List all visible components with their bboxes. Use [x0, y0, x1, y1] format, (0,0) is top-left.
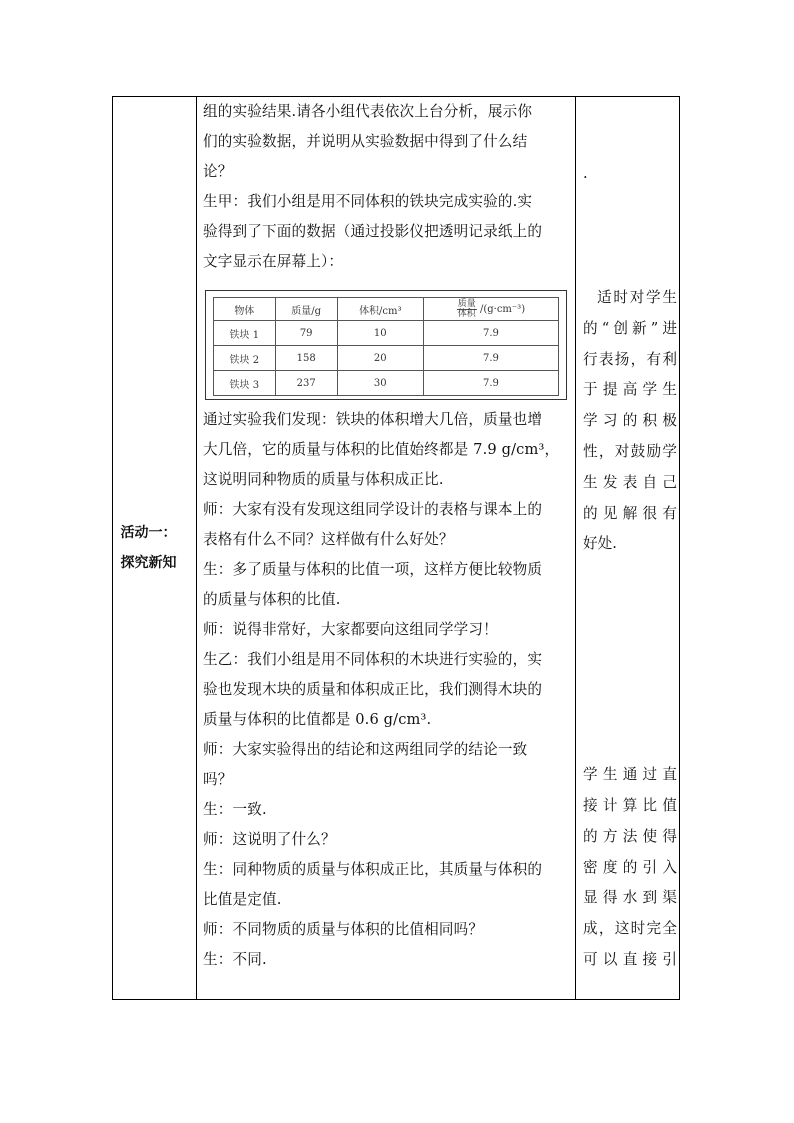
table-cell: 10 — [337, 321, 423, 346]
note-line: 学习的积极 — [583, 412, 677, 430]
table-cell: 铁块 2 — [214, 346, 276, 371]
text-line: 师：不同物质的质量与体积的比值相同吗？ — [203, 921, 484, 938]
note-line: 的见解很有 — [583, 504, 677, 522]
design-intent-cell — [583, 97, 677, 976]
note-line: 于提高学生 — [583, 381, 677, 399]
table-cell: 30 — [337, 371, 423, 396]
text-line: 比值是定值. — [203, 891, 282, 908]
table-row — [214, 346, 559, 371]
activity-label-cell — [113, 97, 196, 999]
activity-title-line1: 活动一： — [120, 525, 177, 541]
ratio-fraction — [457, 300, 477, 319]
note-line: 性，对鼓励学 — [583, 442, 677, 460]
text-line: 通过实验我们发现：铁块的体积增大几倍，质量也增 — [203, 411, 543, 428]
text-line: 质量与体积的比值都是 0.6 g/cm³. — [203, 711, 432, 728]
text-line: 这说明同种物质的质量与体积成正比. — [203, 471, 444, 488]
note-line: 行表扬，有利 — [583, 350, 677, 368]
note-line: 接计算比值 — [583, 796, 677, 814]
note-line: 生发表自己 — [583, 473, 677, 491]
note-line: 密度的引入 — [583, 858, 677, 876]
table-row — [214, 321, 559, 346]
text-line: 生：一致. — [203, 801, 267, 818]
table-cell: 7.9 — [423, 321, 558, 346]
text-line: 生甲：我们小组是用不同体积的铁块完成实验的.实 — [203, 193, 533, 210]
table-header: 体积/cm³ — [337, 298, 423, 321]
ratio-unit: /(g·cm⁻³) — [479, 303, 526, 315]
text-line: 生：同种物质的质量与体积成正比，其质量与体积的 — [203, 861, 543, 878]
column-divider — [575, 97, 576, 999]
text-line: 验也发现木块的质量和体积成正比，我们测得木块的 — [203, 681, 543, 698]
text-line: 论？ — [203, 163, 233, 180]
table-cell: 7.9 — [423, 346, 558, 371]
text-line: 文字显示在屏幕上）： — [203, 253, 344, 270]
iron-block-data-table — [213, 297, 559, 396]
note-line: 可以直接引 — [583, 950, 677, 968]
text-line: 表格有什么不同？这样做有什么好处？ — [203, 531, 454, 548]
table-cell: 158 — [275, 346, 337, 371]
note-line: 成，这时完全 — [583, 920, 677, 938]
text-line: 师：这说明了什么？ — [203, 831, 336, 848]
process-content-cell — [203, 97, 569, 975]
note-line: 的“创新”进 — [583, 319, 677, 337]
text-line: 大几倍，它的质量与体积的比值始终都是 7.9 g/cm³， — [203, 441, 560, 458]
note-line: 好处. — [583, 535, 617, 553]
table-cell: 铁块 1 — [214, 321, 276, 346]
text-line: 师：大家实验得出的结论和这两组同学的结论一致 — [203, 741, 528, 758]
text-line: 生：不同. — [203, 951, 267, 968]
table-cell: 7.9 — [423, 371, 558, 396]
table-header: 质量/g — [275, 298, 337, 321]
text-line: 生乙：我们小组是用不同体积的木块进行实验的，实 — [203, 651, 543, 668]
text-line: 生：多了质量与体积的比值一项，这样方便比较物质 — [203, 561, 543, 578]
iron-block-data-image — [205, 290, 567, 400]
text-line: 吗？ — [203, 771, 233, 788]
table-cell: 79 — [275, 321, 337, 346]
table-cell: 20 — [337, 346, 423, 371]
fraction-denominator: 体积 — [457, 308, 476, 319]
table-row — [214, 371, 559, 396]
text-line: 验得到了下面的数据（通过投影仪把透明记录纸上的 — [203, 223, 543, 240]
note-line: 显得水到渠 — [583, 889, 677, 907]
text-line: 师：说得非常好，大家都要向这组同学学习！ — [203, 621, 498, 638]
table-header: 物体 — [214, 298, 276, 321]
note-line: 适时对学生 — [597, 289, 677, 306]
table-header-ratio — [423, 298, 558, 321]
text-line: 的质量与体积的比值. — [203, 591, 341, 608]
activity-title-line2: 探究新知 — [120, 555, 177, 571]
text-line: 们的实验数据，并说明从实验数据中得到了什么结 — [203, 133, 528, 150]
note-dot: . — [583, 165, 588, 182]
table-cell: 237 — [275, 371, 337, 396]
text-line: 组的实验结果.请各小组代表依次上台分析，展示你 — [203, 103, 533, 120]
fraction-numerator: 质量 — [457, 298, 476, 309]
note-line: 的方法使得 — [583, 827, 677, 845]
column-divider — [196, 97, 197, 999]
note-line: 学生通过直 — [583, 766, 677, 784]
table-cell: 铁块 3 — [214, 371, 276, 396]
text-line: 师：大家有没有发现这组同学设计的表格与课本上的 — [203, 501, 543, 518]
lesson-table — [112, 96, 680, 1000]
